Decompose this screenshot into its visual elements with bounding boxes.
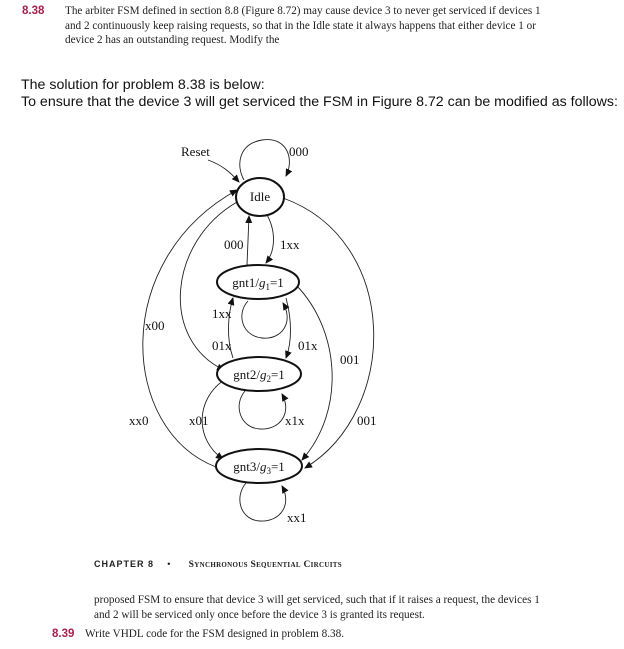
problem-text: The arbiter FSM defined in section 8.8 (Figure 8.72) may cause device 3 to never get serviced if devices 1 and 2 continuously keep raising requests, so that in the Idle state it always happens that either device 1 or device 2 has an outstanding request. Modify the: [65, 5, 541, 46]
gnt1-self-loop: [242, 301, 287, 338]
gnt2-self-loop: [239, 391, 286, 429]
problem-8-38-continued: proposed FSM to ensure that device 3 will get serviced, such that if it raises a request, the devices 1 and 2 will be serviced only once before the device 3 is granted its request.: [94, 594, 540, 621]
state-gnt1-label: $gnt1/g_1=1$: [232, 275, 284, 292]
state-gnt2-label: $gnt2/g_2=1$: [233, 367, 285, 384]
label-idle-to-gnt1: 1xx: [280, 237, 300, 252]
label-xx0: xx0: [129, 413, 149, 428]
reset-arrow: [208, 160, 239, 182]
label-gnt3-self: xx1: [287, 510, 307, 525]
state-idle-label: Idle: [249, 189, 271, 204]
gnt1-to-idle-arrow: [247, 216, 249, 265]
label-x00: x00: [145, 318, 165, 333]
problem-text: Write VHDL code for the FSM designed in problem 8.38.: [85, 628, 344, 640]
gnt1-to-gnt2-arrow: [286, 298, 291, 358]
label-gnt2-self: x1x: [285, 413, 305, 428]
chapter-title: Synchronous Sequential Circuits: [188, 560, 342, 570]
problem-number: 8.39: [52, 628, 75, 640]
label-reset: Reset: [181, 144, 210, 159]
state-gnt3-label: $gnt3/g_3=1$: [233, 459, 285, 476]
chapter-label: CHAPTER 8: [94, 559, 155, 569]
label-idle-self: 000: [289, 144, 309, 159]
label-x01: x01: [189, 413, 209, 428]
label-idle-to-gnt3: 001: [357, 413, 377, 428]
idle-to-gnt1-arrow: [266, 213, 274, 263]
label-gnt1-to-gnt3: 001: [340, 352, 360, 367]
chapter-bullet: •: [167, 559, 172, 569]
label-gnt1-to-idle: 000: [224, 237, 244, 252]
chapter-footer: [94, 559, 342, 570]
problem-8-39: [52, 628, 344, 640]
label-gnt2-to-gnt1: 01x: [212, 338, 232, 353]
label-gnt1-to-gnt2: 01x: [298, 338, 318, 353]
label-gnt1-self: 1xx: [212, 306, 232, 321]
gnt3-self-loop: [240, 483, 286, 521]
solution-heading: The solution for problem 8.38 is below:: [21, 77, 265, 93]
idle-self-loop: [240, 140, 290, 180]
solution-intro: To ensure that the device 3 will get serviced the FSM in Figure 8.72 can be modified as follows:: [21, 93, 618, 110]
problem-number: 8.38: [22, 5, 45, 17]
